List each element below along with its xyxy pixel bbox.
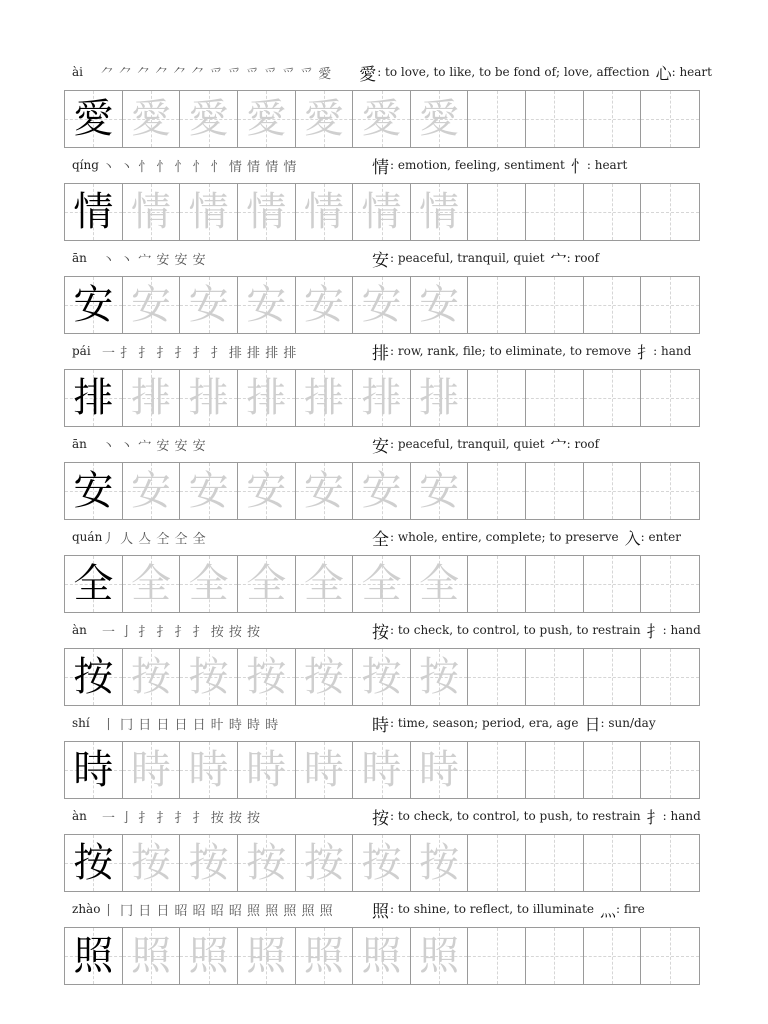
radical: 宀	[550, 249, 567, 269]
trace-cell[interactable]	[238, 370, 296, 426]
blank-cell[interactable]	[526, 463, 584, 519]
header-character: 按	[372, 808, 389, 829]
pinyin: àn	[72, 623, 87, 637]
trace-cell[interactable]	[353, 835, 411, 891]
trace-cell[interactable]	[411, 649, 469, 705]
trace-cell[interactable]	[180, 835, 238, 891]
stroke-order: 丶 丶 宀 安 安 安	[102, 252, 207, 268]
trace-cell[interactable]	[411, 91, 469, 147]
stroke-order: ⺈ ⺈ ⺈ ⺈ ⺈ ⺈ 爫 爫 爫 爫 爫 爫 愛	[100, 66, 332, 82]
trace-character: 按	[246, 654, 287, 700]
blank-cell[interactable]	[641, 184, 699, 240]
trace-cell[interactable]	[296, 91, 354, 147]
trace-character: 按	[130, 654, 171, 700]
trace-cell[interactable]	[123, 91, 181, 147]
trace-character: 按	[361, 654, 402, 700]
trace-character: 情	[303, 189, 344, 235]
pinyin: quán	[72, 530, 103, 544]
header-character: 愛	[359, 64, 377, 85]
trace-cell[interactable]	[353, 370, 411, 426]
trace-cell[interactable]	[353, 277, 411, 333]
model-cell	[65, 556, 123, 612]
blank-cell[interactable]	[584, 835, 642, 891]
meaning: : to check, to control, to push, to restrain	[390, 623, 641, 637]
meaning: : peaceful, tranquil, quiet	[390, 437, 545, 451]
blank-cell[interactable]	[468, 370, 526, 426]
pinyin: qíng	[72, 158, 99, 172]
trace-character: 愛	[246, 96, 287, 142]
row-header	[72, 341, 712, 364]
radical: 心	[655, 63, 672, 83]
trace-character: 排	[130, 375, 171, 421]
practice-grid	[64, 834, 700, 892]
trace-cell[interactable]	[123, 835, 181, 891]
trace-cell[interactable]	[353, 91, 411, 147]
trace-character: 愛	[188, 96, 229, 142]
meaning: : whole, entire, complete; to preserve	[390, 530, 619, 544]
trace-character: 全	[303, 561, 344, 607]
trace-character: 愛	[419, 96, 460, 142]
trace-cell[interactable]	[353, 184, 411, 240]
trace-cell[interactable]	[353, 556, 411, 612]
trace-cell[interactable]	[296, 184, 354, 240]
radical: 入	[624, 528, 641, 548]
blank-cell[interactable]	[641, 370, 699, 426]
model-cell	[65, 742, 123, 798]
radical-meaning: : sun/day	[600, 716, 656, 730]
radical-meaning: : fire	[616, 902, 645, 916]
trace-character: 安	[188, 282, 229, 328]
pinyin: pái	[72, 344, 91, 358]
blank-cell[interactable]	[584, 928, 642, 984]
pinyin: ài	[72, 65, 83, 79]
trace-cell[interactable]	[180, 91, 238, 147]
trace-cell[interactable]	[123, 463, 181, 519]
trace-cell[interactable]	[296, 463, 354, 519]
trace-character: 愛	[130, 96, 171, 142]
trace-character: 時	[303, 747, 344, 793]
trace-character: 排	[303, 375, 344, 421]
trace-cell[interactable]	[238, 463, 296, 519]
blank-cell[interactable]	[584, 556, 642, 612]
row-header	[72, 899, 712, 922]
stroke-order: 一 亅 扌 扌 扌 扌 按 按 按	[102, 810, 261, 826]
trace-cell[interactable]	[411, 277, 469, 333]
practice-grid	[64, 183, 700, 241]
trace-character: 照	[303, 933, 344, 979]
trace-cell[interactable]	[296, 835, 354, 891]
row-header	[72, 713, 712, 736]
model-cell	[65, 928, 123, 984]
radical-meaning: : hand	[662, 809, 701, 823]
trace-cell[interactable]	[180, 556, 238, 612]
trace-character: 安	[361, 468, 402, 514]
row-header	[72, 248, 712, 271]
trace-character: 安	[130, 282, 171, 328]
blank-cell[interactable]	[641, 835, 699, 891]
radical-meaning: : hand	[662, 623, 701, 637]
blank-cell[interactable]	[584, 742, 642, 798]
trace-character: 全	[246, 561, 287, 607]
row-header	[72, 527, 712, 550]
trace-cell[interactable]	[353, 463, 411, 519]
trace-character: 情	[246, 189, 287, 235]
model-character: 按	[73, 654, 114, 700]
meaning: : to shine, to reflect, to illuminate	[390, 902, 595, 916]
model-character: 情	[73, 189, 114, 235]
model-character: 安	[73, 282, 114, 328]
blank-cell[interactable]	[526, 277, 584, 333]
row-header	[72, 806, 712, 829]
trace-cell[interactable]	[180, 649, 238, 705]
meaning: : emotion, feeling, sentiment	[390, 158, 565, 172]
stroke-order: 丿 人 亼 仝 仝 全	[102, 531, 207, 547]
trace-cell[interactable]	[180, 928, 238, 984]
practice-grid	[64, 555, 700, 613]
blank-cell[interactable]	[584, 91, 642, 147]
trace-character: 按	[130, 840, 171, 886]
blank-cell[interactable]	[526, 649, 584, 705]
trace-cell[interactable]	[238, 556, 296, 612]
trace-character: 排	[419, 375, 460, 421]
radical-meaning: : hand	[653, 344, 692, 358]
trace-character: 全	[188, 561, 229, 607]
trace-cell[interactable]	[123, 742, 181, 798]
meaning: : to check, to control, to push, to restrain	[390, 809, 641, 823]
pinyin: ān	[72, 251, 87, 265]
trace-character: 情	[130, 189, 171, 235]
row-header	[72, 155, 712, 178]
header-character: 排	[372, 343, 389, 364]
model-character: 安	[73, 468, 114, 514]
trace-cell[interactable]	[180, 463, 238, 519]
trace-character: 情	[188, 189, 229, 235]
trace-character: 安	[246, 282, 287, 328]
trace-cell[interactable]	[411, 742, 469, 798]
trace-cell[interactable]	[353, 649, 411, 705]
radical: 忄	[570, 156, 587, 176]
blank-cell[interactable]	[641, 91, 699, 147]
header-character: 情	[372, 157, 389, 178]
practice-grid	[64, 276, 700, 334]
trace-character: 安	[303, 282, 344, 328]
pinyin: àn	[72, 809, 87, 823]
trace-character: 照	[130, 933, 171, 979]
trace-cell[interactable]	[353, 928, 411, 984]
radical: 日	[584, 714, 601, 734]
model-character: 全	[73, 561, 114, 607]
trace-character: 全	[419, 561, 460, 607]
pinyin: zhào	[72, 902, 101, 916]
blank-cell[interactable]	[468, 928, 526, 984]
model-cell	[65, 649, 123, 705]
blank-cell[interactable]	[526, 184, 584, 240]
trace-character: 時	[188, 747, 229, 793]
practice-grid	[64, 741, 700, 799]
blank-cell[interactable]	[584, 370, 642, 426]
meaning: : time, season; period, era, age	[390, 716, 579, 730]
trace-character: 按	[361, 840, 402, 886]
trace-character: 愛	[361, 96, 402, 142]
trace-character: 情	[361, 189, 402, 235]
trace-character: 照	[361, 933, 402, 979]
blank-cell[interactable]	[526, 91, 584, 147]
blank-cell[interactable]	[584, 184, 642, 240]
model-character: 照	[73, 933, 114, 979]
model-character: 時	[73, 747, 114, 793]
radical: 扌	[646, 807, 663, 827]
blank-cell[interactable]	[468, 556, 526, 612]
blank-cell[interactable]	[641, 556, 699, 612]
blank-cell[interactable]	[468, 463, 526, 519]
blank-cell[interactable]	[526, 835, 584, 891]
radical: 扌	[637, 342, 654, 362]
stroke-order: 丶 丶 忄 忄 忄 忄 忄 情 情 情 情	[102, 159, 297, 175]
radical-meaning: : roof	[566, 437, 600, 451]
stroke-order: 一 亅 扌 扌 扌 扌 按 按 按	[102, 624, 261, 640]
trace-character: 照	[188, 933, 229, 979]
radical-meaning: : heart	[586, 158, 628, 172]
meaning: : row, rank, file; to eliminate, to remove	[390, 344, 632, 358]
model-cell	[65, 184, 123, 240]
blank-cell[interactable]	[468, 277, 526, 333]
trace-character: 排	[246, 375, 287, 421]
trace-cell[interactable]	[238, 91, 296, 147]
trace-character: 情	[419, 189, 460, 235]
blank-cell[interactable]	[584, 649, 642, 705]
pinyin: ān	[72, 437, 87, 451]
trace-cell[interactable]	[411, 370, 469, 426]
trace-cell[interactable]	[296, 370, 354, 426]
trace-character: 安	[188, 468, 229, 514]
header-character: 安	[372, 250, 389, 271]
trace-character: 時	[419, 747, 460, 793]
blank-cell[interactable]	[468, 742, 526, 798]
trace-character: 時	[130, 747, 171, 793]
practice-grid	[64, 648, 700, 706]
trace-cell[interactable]	[411, 463, 469, 519]
blank-cell[interactable]	[526, 928, 584, 984]
header-character: 照	[372, 901, 389, 922]
header-character: 時	[372, 715, 389, 736]
trace-cell[interactable]	[238, 928, 296, 984]
trace-character: 按	[188, 840, 229, 886]
trace-cell[interactable]	[238, 742, 296, 798]
trace-cell[interactable]	[238, 649, 296, 705]
blank-cell[interactable]	[641, 463, 699, 519]
trace-cell[interactable]	[411, 184, 469, 240]
trace-character: 安	[361, 282, 402, 328]
header-character: 全	[372, 529, 389, 550]
row-header	[72, 620, 712, 643]
trace-cell[interactable]	[123, 928, 181, 984]
model-character: 按	[73, 840, 114, 886]
trace-character: 全	[130, 561, 171, 607]
trace-cell[interactable]	[180, 742, 238, 798]
trace-cell[interactable]	[238, 277, 296, 333]
radical: 扌	[646, 621, 663, 641]
practice-grid	[64, 462, 700, 520]
model-cell	[65, 370, 123, 426]
stroke-order: 丨 冂 日 日 昭 昭 昭 昭 照 照 照 照 照	[102, 903, 334, 919]
blank-cell[interactable]	[641, 277, 699, 333]
trace-cell[interactable]	[296, 556, 354, 612]
trace-cell[interactable]	[123, 277, 181, 333]
trace-cell[interactable]	[296, 649, 354, 705]
blank-cell[interactable]	[641, 649, 699, 705]
blank-cell[interactable]	[468, 91, 526, 147]
header-character: 安	[372, 436, 389, 457]
trace-character: 按	[419, 654, 460, 700]
trace-cell[interactable]	[411, 928, 469, 984]
trace-cell[interactable]	[123, 184, 181, 240]
blank-cell[interactable]	[641, 928, 699, 984]
practice-grid	[64, 927, 700, 985]
trace-character: 愛	[303, 96, 344, 142]
trace-character: 安	[419, 468, 460, 514]
blank-cell[interactable]	[641, 742, 699, 798]
trace-cell[interactable]	[180, 184, 238, 240]
row-header	[72, 62, 712, 85]
blank-cell[interactable]	[468, 184, 526, 240]
blank-cell[interactable]	[584, 277, 642, 333]
trace-character: 按	[246, 840, 287, 886]
trace-character: 安	[419, 282, 460, 328]
model-cell	[65, 91, 123, 147]
trace-cell[interactable]	[296, 277, 354, 333]
model-cell	[65, 277, 123, 333]
radical-meaning: : enter	[640, 530, 681, 544]
trace-character: 全	[361, 561, 402, 607]
trace-character: 時	[246, 747, 287, 793]
blank-cell[interactable]	[468, 835, 526, 891]
trace-cell[interactable]	[411, 556, 469, 612]
blank-cell[interactable]	[584, 463, 642, 519]
radical: 灬	[600, 900, 617, 920]
stroke-order: 丶 丶 宀 安 安 安	[102, 438, 207, 454]
trace-character: 照	[419, 933, 460, 979]
meaning: : peaceful, tranquil, quiet	[390, 251, 545, 265]
pinyin: shí	[72, 716, 90, 730]
trace-character: 按	[303, 840, 344, 886]
header-character: 按	[372, 622, 389, 643]
radical: 宀	[550, 435, 567, 455]
model-character: 排	[73, 375, 114, 421]
trace-cell[interactable]	[238, 835, 296, 891]
blank-cell[interactable]	[526, 742, 584, 798]
practice-grid	[64, 369, 700, 427]
model-cell	[65, 463, 123, 519]
row-header	[72, 434, 712, 457]
trace-cell[interactable]	[180, 277, 238, 333]
trace-cell[interactable]	[353, 742, 411, 798]
model-character: 愛	[73, 96, 114, 142]
practice-grid	[64, 90, 700, 148]
blank-cell[interactable]	[526, 556, 584, 612]
meaning: : to love, to like, to be fond of; love, affection	[377, 65, 650, 79]
stroke-order: 丨 冂 日 日 日 日 旪 時 時 時	[102, 717, 279, 733]
trace-cell[interactable]	[123, 556, 181, 612]
trace-character: 安	[303, 468, 344, 514]
trace-character: 排	[361, 375, 402, 421]
stroke-order: 一 扌 扌 扌 扌 扌 扌 排 排 排 排	[102, 345, 297, 361]
trace-cell[interactable]	[411, 835, 469, 891]
blank-cell[interactable]	[468, 649, 526, 705]
trace-character: 排	[188, 375, 229, 421]
trace-character: 時	[361, 747, 402, 793]
trace-character: 按	[419, 840, 460, 886]
model-cell	[65, 835, 123, 891]
trace-cell[interactable]	[296, 742, 354, 798]
trace-character: 照	[246, 933, 287, 979]
trace-cell[interactable]	[238, 184, 296, 240]
trace-cell[interactable]	[123, 649, 181, 705]
trace-character: 按	[188, 654, 229, 700]
trace-cell[interactable]	[296, 928, 354, 984]
radical-meaning: : heart	[671, 65, 712, 79]
trace-character: 安	[130, 468, 171, 514]
trace-cell[interactable]	[180, 370, 238, 426]
trace-character: 按	[303, 654, 344, 700]
trace-cell[interactable]	[123, 370, 181, 426]
blank-cell[interactable]	[526, 370, 584, 426]
radical-meaning: : roof	[566, 251, 600, 265]
trace-character: 安	[246, 468, 287, 514]
